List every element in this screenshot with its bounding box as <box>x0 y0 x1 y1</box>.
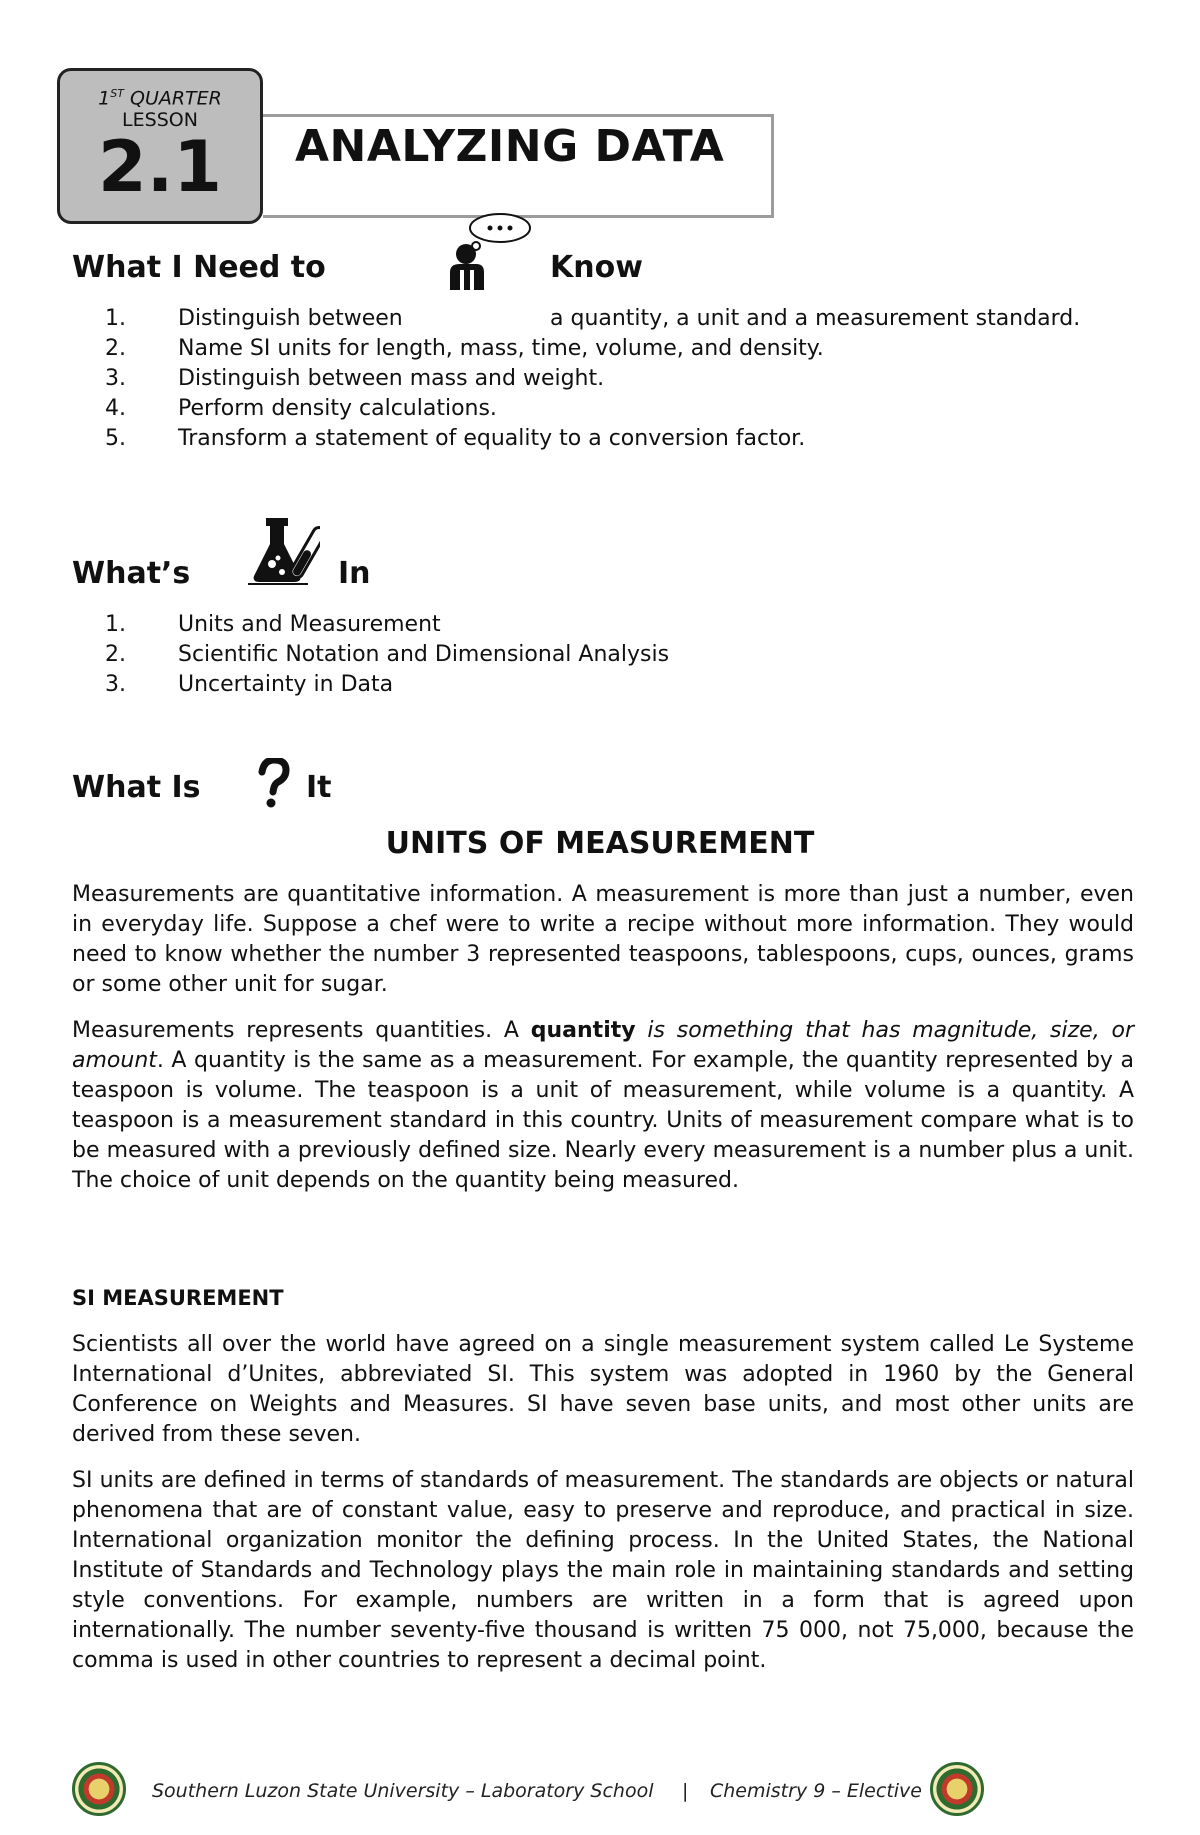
whats-in-heading-left: What’s <box>72 556 191 591</box>
whats-in-heading-right: In <box>338 556 371 591</box>
lesson-badge <box>57 68 263 224</box>
objectives-list: 1. Distinguish between a quantity, a unit and a measurement standard. 2. Name SI units for length, mass, time, volume, and density. 3. Distinguish between mass and weight. 4. Perform density calculations. 5. Transform a statement of equality to a conversion factor. <box>105 306 1081 451</box>
quarter-label: 1ST QUARTER <box>98 87 222 110</box>
lesson-title: ANALYZING DATA <box>295 121 725 172</box>
footer-subject: Chemistry 9 – Elective <box>710 1780 922 1802</box>
quantity-term: quantity <box>530 1018 636 1043</box>
what-is-heading-right: It <box>306 770 332 805</box>
si-paragraph-2: SI units are defined in terms of standards of measurement. The standards are objects or natural phenomena that are of constant value, easy to preserve and reproduce, and practical in size. International organization monitor the defining process. In the United States, the National Institute of Standards and Technology plays the main role in maintaining standards and setting style conventions. For example, numbers are written in a form that is agreed upon internationally. The number seventy-five thousand is written 75 000, not 75,000, because the comma is used in other countries to represent a decimal point. <box>72 1468 1134 1673</box>
what-is-heading-left: What Is <box>72 770 201 805</box>
question-mark-icon <box>256 758 290 808</box>
si-paragraph-1: Scientists all over the world have agreed on a single measurement system called Le Systeme International d’Unites, abbreviated SI. This system was adopted in 1960 by the General Conference on Weights and Measures. SI have seven base units, and most other units are derived from these seven. <box>72 1332 1134 1447</box>
university-seal-logo <box>72 1762 126 1816</box>
footer-school: Southern Luzon State University – Laboratory School <box>152 1780 654 1802</box>
know-heading-left: What I Need to <box>72 250 326 285</box>
footer-separator: | <box>682 1780 689 1802</box>
lab-flask-icon <box>248 516 320 586</box>
thinking-person-icon <box>446 210 534 290</box>
know-heading-right: Know <box>550 250 643 285</box>
units-title: UNITS OF MEASUREMENT <box>385 826 815 861</box>
units-paragraph-1: Measurements are quantitative information. A measurement is more than just a number, even in everyday life. Suppose a chef were to write a recipe without more information. They would need to know whether the number 3 represented teaspoons, tablespoons, cups, ounces, grams or some other unit for sugar. <box>72 882 1134 997</box>
whats-in-list: 1. Units and Measurement 2. Scientific Notation and Dimensional Analysis 3. Uncertainty in Data <box>105 612 670 697</box>
si-heading: SI MEASUREMENT <box>72 1286 284 1310</box>
lab-school-seal-logo <box>930 1762 984 1816</box>
units-paragraph-2: Measurements represents quantities. A quantity is something that has magnitude, size, or amount. A quantity is the same as a measurement. For example, the quantity represented by a teaspoon is volume. The teaspoon is a unit of measurement, while volume is a quantity. A teaspoon is a measurement standard in this country. Units of measurement compare what is to be measured with a previously defined size. Nearly every measurement is a number plus a unit. The choice of unit depends on the quantity being measured. <box>72 1018 1135 1193</box>
lesson-title-box <box>263 114 774 218</box>
lesson-label: LESSON <box>122 109 198 132</box>
lesson-number: 2.1 <box>97 126 222 209</box>
